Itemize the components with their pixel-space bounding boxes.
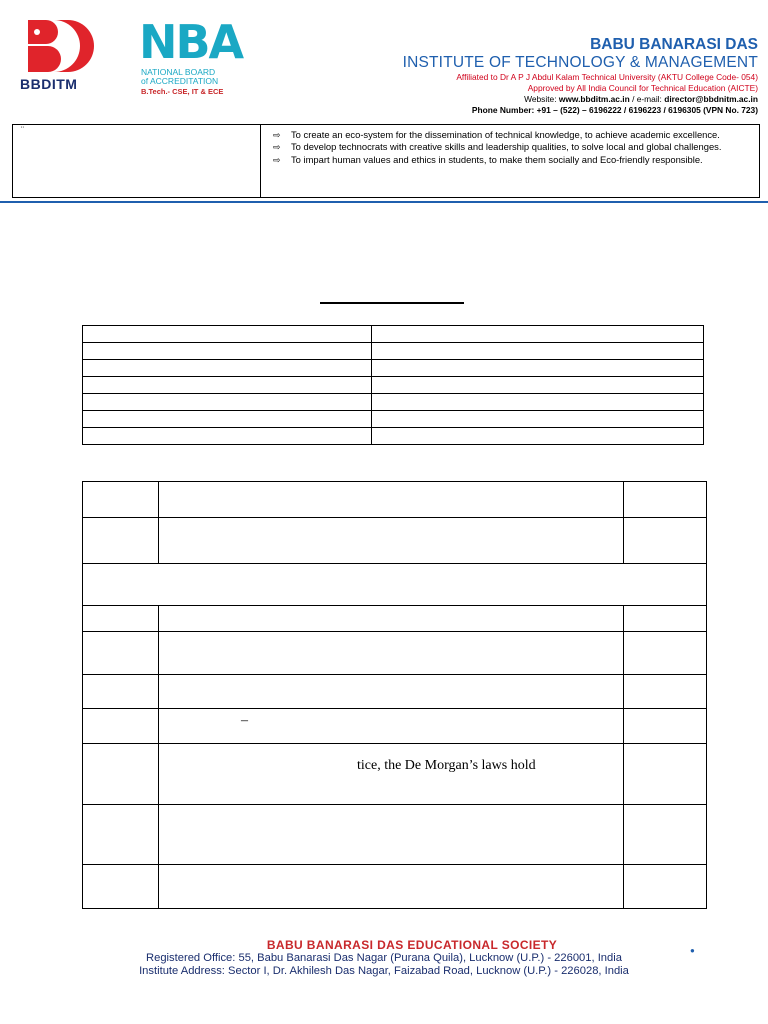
question-number-cell [83, 805, 159, 865]
question-number-cell [83, 518, 159, 564]
table-row [83, 865, 707, 909]
arrow-right-icon: ⇨ [273, 130, 281, 140]
table-row [83, 377, 704, 394]
bbditm-logo [18, 14, 100, 94]
mission-item-text: To impart human values and ethics in students, to make them socially and Eco-friendly responsible. [291, 153, 703, 165]
email-link[interactable]: director@bbdnitm.ac.in [664, 94, 758, 104]
question-number-cell [83, 606, 159, 632]
website-link[interactable]: www.bbditm.ac.in [558, 94, 630, 104]
question-dash: – [241, 713, 248, 728]
marks-cell [624, 632, 707, 675]
info-label-cell [83, 377, 372, 394]
question-number-cell [83, 482, 159, 518]
table-row [83, 518, 707, 564]
institute-header [258, 36, 758, 116]
table-row [83, 394, 704, 411]
table-row [83, 675, 707, 709]
question-number-cell [83, 675, 159, 709]
question-text-cell [159, 675, 624, 709]
question-text-cell [159, 709, 624, 744]
mission-item-text: To develop technocrats with creative skills and leadership qualities, to solve local and global challenges. [291, 141, 722, 153]
marks-cell [624, 709, 707, 744]
mission-cell [261, 125, 759, 197]
info-value-cell [372, 326, 704, 343]
table-row [83, 411, 704, 428]
nba-logo-letters: NBA [139, 15, 243, 69]
mission-item [273, 154, 757, 166]
table-row [83, 343, 704, 360]
question-text-cell [159, 606, 624, 632]
question-text-cell [159, 865, 624, 909]
nba-logo [135, 15, 243, 98]
table-row [83, 606, 707, 632]
arrow-right-icon: ⇨ [273, 142, 281, 153]
bbd-logo-icon [22, 16, 94, 74]
info-label-cell [83, 326, 372, 343]
contact-line [258, 94, 758, 105]
nba-logo-line1: NATIONAL BOARD [141, 67, 216, 77]
table-row [83, 428, 704, 445]
student-info-table [82, 325, 704, 445]
institute-address: Institute Address: Sector I, Dr. Akhilesh Das Nagar, Faizabad Road, Lucknow (U.P.) - 226028, India [139, 965, 629, 977]
info-label-cell [83, 411, 372, 428]
society-name: BABU BANARASI DAS EDUCATIONAL SOCIETY [266, 938, 558, 952]
question-text-cell [159, 632, 624, 675]
info-label-cell [83, 394, 372, 411]
marks-cell [624, 606, 707, 632]
marks-cell [624, 482, 707, 518]
question-text-cell [159, 805, 624, 865]
nba-logo-line2: of ACCREDITATION [141, 76, 219, 86]
marks-cell [624, 805, 707, 865]
info-value-cell [372, 394, 704, 411]
questions-table [82, 481, 707, 909]
table-row [83, 632, 707, 675]
marks-cell [624, 675, 707, 709]
title-underline [320, 302, 464, 304]
arrow-right-icon: ⇨ [273, 154, 281, 165]
mission-item-text: To create an eco-system for the dissemination of technical knowledge, to achieve academic excellence. [291, 129, 720, 140]
question-number-cell [83, 632, 159, 675]
marks-cell [624, 865, 707, 909]
mission-item [273, 129, 757, 141]
info-value-cell [372, 428, 704, 445]
table-row [83, 482, 707, 518]
website-label: Website: [524, 94, 557, 104]
decorative-dot-icon: ● [690, 946, 695, 955]
affiliation-text: Affiliated to Dr A P J Abdul Kalam Technical University (AKTU College Code- 054) [456, 72, 758, 82]
marks-cell [624, 744, 707, 805]
institute-name-line2: INSTITUTE OF TECHNOLOGY & MANAGEMENT [402, 54, 758, 71]
marks-cell [624, 518, 707, 564]
bbditm-logo-text: BBDITM [20, 76, 78, 92]
table-row [83, 805, 707, 865]
table-row [83, 744, 707, 805]
info-label-cell [83, 343, 372, 360]
institute-name-line1: BABU BANARASI DAS [590, 36, 758, 53]
mission-box [12, 124, 760, 198]
info-value-cell [372, 343, 704, 360]
page-footer [0, 938, 768, 978]
mission-item [273, 141, 757, 153]
nba-logo-line3: B.Tech.- CSE, IT & ECE [141, 87, 224, 96]
phone-text: Phone Number: +91 – (522) – 6196222 / 6196223 / 6196305 (VPN No. 723) [471, 105, 758, 115]
question-number-cell [83, 709, 159, 744]
info-value-cell [372, 377, 704, 394]
question-text-cell [159, 482, 624, 518]
section-header-cell [83, 564, 707, 606]
email-label: / e-mail: [632, 94, 662, 104]
info-value-cell [372, 360, 704, 377]
table-row [83, 709, 707, 744]
vision-mark: ¨ [21, 125, 24, 135]
section-row [83, 564, 707, 606]
question-number-cell [83, 744, 159, 805]
info-value-cell [372, 411, 704, 428]
info-label-cell [83, 428, 372, 445]
vision-cell [13, 125, 261, 197]
registered-office: Registered Office: 55, Babu Banarasi Das Nagar (Purana Quila), Lucknow (U.P.) - 226001, India [146, 952, 622, 964]
question-number-cell [83, 865, 159, 909]
question-text-partial: tice, the De Morgan’s laws hold [357, 758, 536, 773]
header-divider [0, 201, 768, 203]
info-label-cell [83, 360, 372, 377]
question-text-cell [159, 744, 624, 805]
table-row [83, 360, 704, 377]
table-row [83, 326, 704, 343]
approval-text: Approved by All India Council for Technical Education (AICTE) [527, 83, 758, 93]
question-text-cell [159, 518, 624, 564]
